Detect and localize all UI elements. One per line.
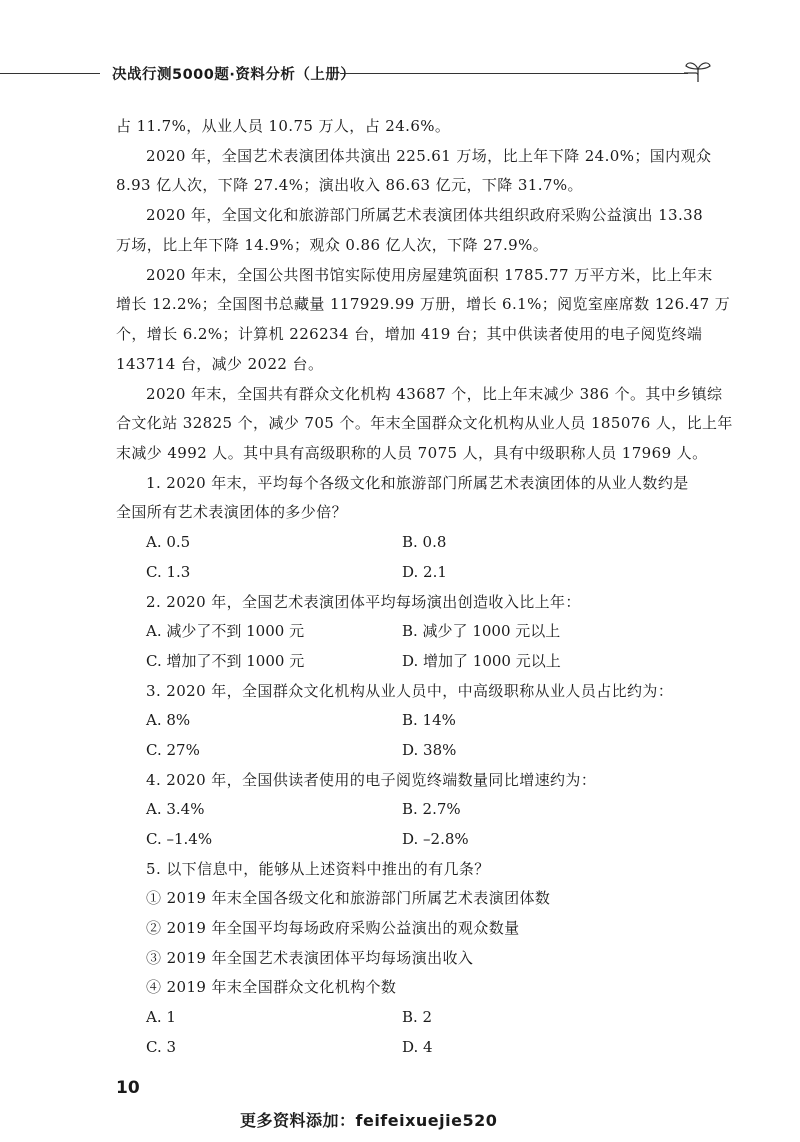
passage-line: 8.93 亿人次，下降 27.4%；演出收入 86.63 亿元，下降 31.7%。: [116, 176, 583, 194]
question-5-option-c: C. 3: [146, 1038, 177, 1056]
question-4-option-c: C. –1.4%: [146, 830, 213, 848]
question-3-option-d: D. 38%: [402, 741, 457, 759]
question-3-option-b: B. 14%: [402, 711, 456, 729]
question-3-option-a: A. 8%: [146, 711, 191, 729]
question-3-stem: 3. 2020 年，全国群众文化机构从业人员中，中高级职称从业人员占比约为：: [146, 682, 674, 700]
question-2-option-a: A. 减少了不到 1000 元: [146, 622, 305, 640]
question-5-stem: 5. 以下信息中，能够从上述资料中推出的有几条？: [146, 860, 490, 878]
question-4-option-d: D. –2.8%: [402, 830, 469, 848]
passage-line: 末减少 4992 人。其中具有高级职称的人员 7075 人，具有中级职称人员 17969 人。: [116, 444, 708, 462]
question-5-statement: ③ 2019 年全国艺术表演团体平均每场演出收入: [146, 949, 474, 967]
passage-line: 占 11.7%，从业人员 10.75 万人，占 24.6%。: [116, 117, 451, 135]
question-1-stem: 全国所有艺术表演团体的多少倍？: [116, 503, 348, 521]
passage-line: 合文化站 32825 个，减少 705 个。年末全国群众文化机构从业人员 185076 人，比上年: [116, 414, 733, 432]
header-rule-right: [340, 73, 688, 74]
passage-line: 2020 年，全国文化和旅游部门所属艺术表演团体共组织政府采购公益演出 13.38: [146, 206, 704, 224]
question-1-option-b: B. 0.8: [402, 533, 447, 551]
running-header: [0, 58, 800, 90]
question-3-option-c: C. 27%: [146, 741, 200, 759]
question-5-statement: ② 2019 年全国平均每场政府采购公益演出的观众数量: [146, 919, 520, 937]
question-5-option-a: A. 1: [146, 1008, 176, 1026]
question-2-option-d: D. 增加了 1000 元以上: [402, 652, 561, 670]
question-1-option-d: D. 2.1: [402, 563, 447, 581]
header-rule-left: [0, 73, 100, 74]
book-title: 决战行测5000题·资料分析（上册）: [112, 67, 356, 83]
passage-line: 2020 年末，全国共有群众文化机构 43687 个，比上年末减少 386 个。其中乡镇综: [146, 385, 723, 403]
passage-line: 个，增长 6.2%；计算机 226234 台，增加 419 台；其中供读者使用的电子阅览终端: [116, 325, 703, 343]
passage-line: 万场，比上年下降 14.9%；观众 0.86 亿人次，下降 27.9%。: [116, 236, 549, 254]
question-4-option-a: A. 3.4%: [146, 800, 205, 818]
question-5-statement: ④ 2019 年末全国群众文化机构个数: [146, 978, 397, 996]
footer-watermark: 更多资料添加：feifeixuejie520: [240, 1111, 498, 1130]
question-2-stem: 2. 2020 年，全国艺术表演团体平均每场演出创造收入比上年：: [146, 593, 581, 611]
question-4-stem: 4. 2020 年，全国供读者使用的电子阅览终端数量同比增速约为：: [146, 771, 597, 789]
question-4-option-b: B. 2.7%: [402, 800, 461, 818]
question-5-option-b: B. 2: [402, 1008, 433, 1026]
question-5-option-d: D. 4: [402, 1038, 433, 1056]
passage-line: 增长 12.2%；全国图书总藏量 117929.99 万册，增长 6.1%；阅览室座席数 126.47 万: [116, 295, 731, 313]
sprout-icon: [682, 58, 714, 84]
question-2-option-c: C. 增加了不到 1000 元: [146, 652, 305, 670]
passage-line: 2020 年末，全国公共图书馆实际使用房屋建筑面积 1785.77 万平方米，比上年末: [146, 266, 713, 284]
question-1-option-a: A. 0.5: [146, 533, 191, 551]
page-number: 10: [116, 1078, 140, 1098]
passage-line: 143714 台，减少 2022 台。: [116, 355, 324, 373]
question-1-stem: 1. 2020 年末，平均每个各级文化和旅游部门所属艺术表演团体的从业人数约是: [146, 474, 689, 492]
passage-line: 2020 年，全国艺术表演团体共演出 225.61 万场，比上年下降 24.0%；国内观众: [146, 147, 712, 165]
question-1-option-c: C. 1.3: [146, 563, 191, 581]
question-5-statement: ① 2019 年末全国各级文化和旅游部门所属艺术表演团体数: [146, 889, 551, 907]
question-2-option-b: B. 减少了 1000 元以上: [402, 622, 561, 640]
